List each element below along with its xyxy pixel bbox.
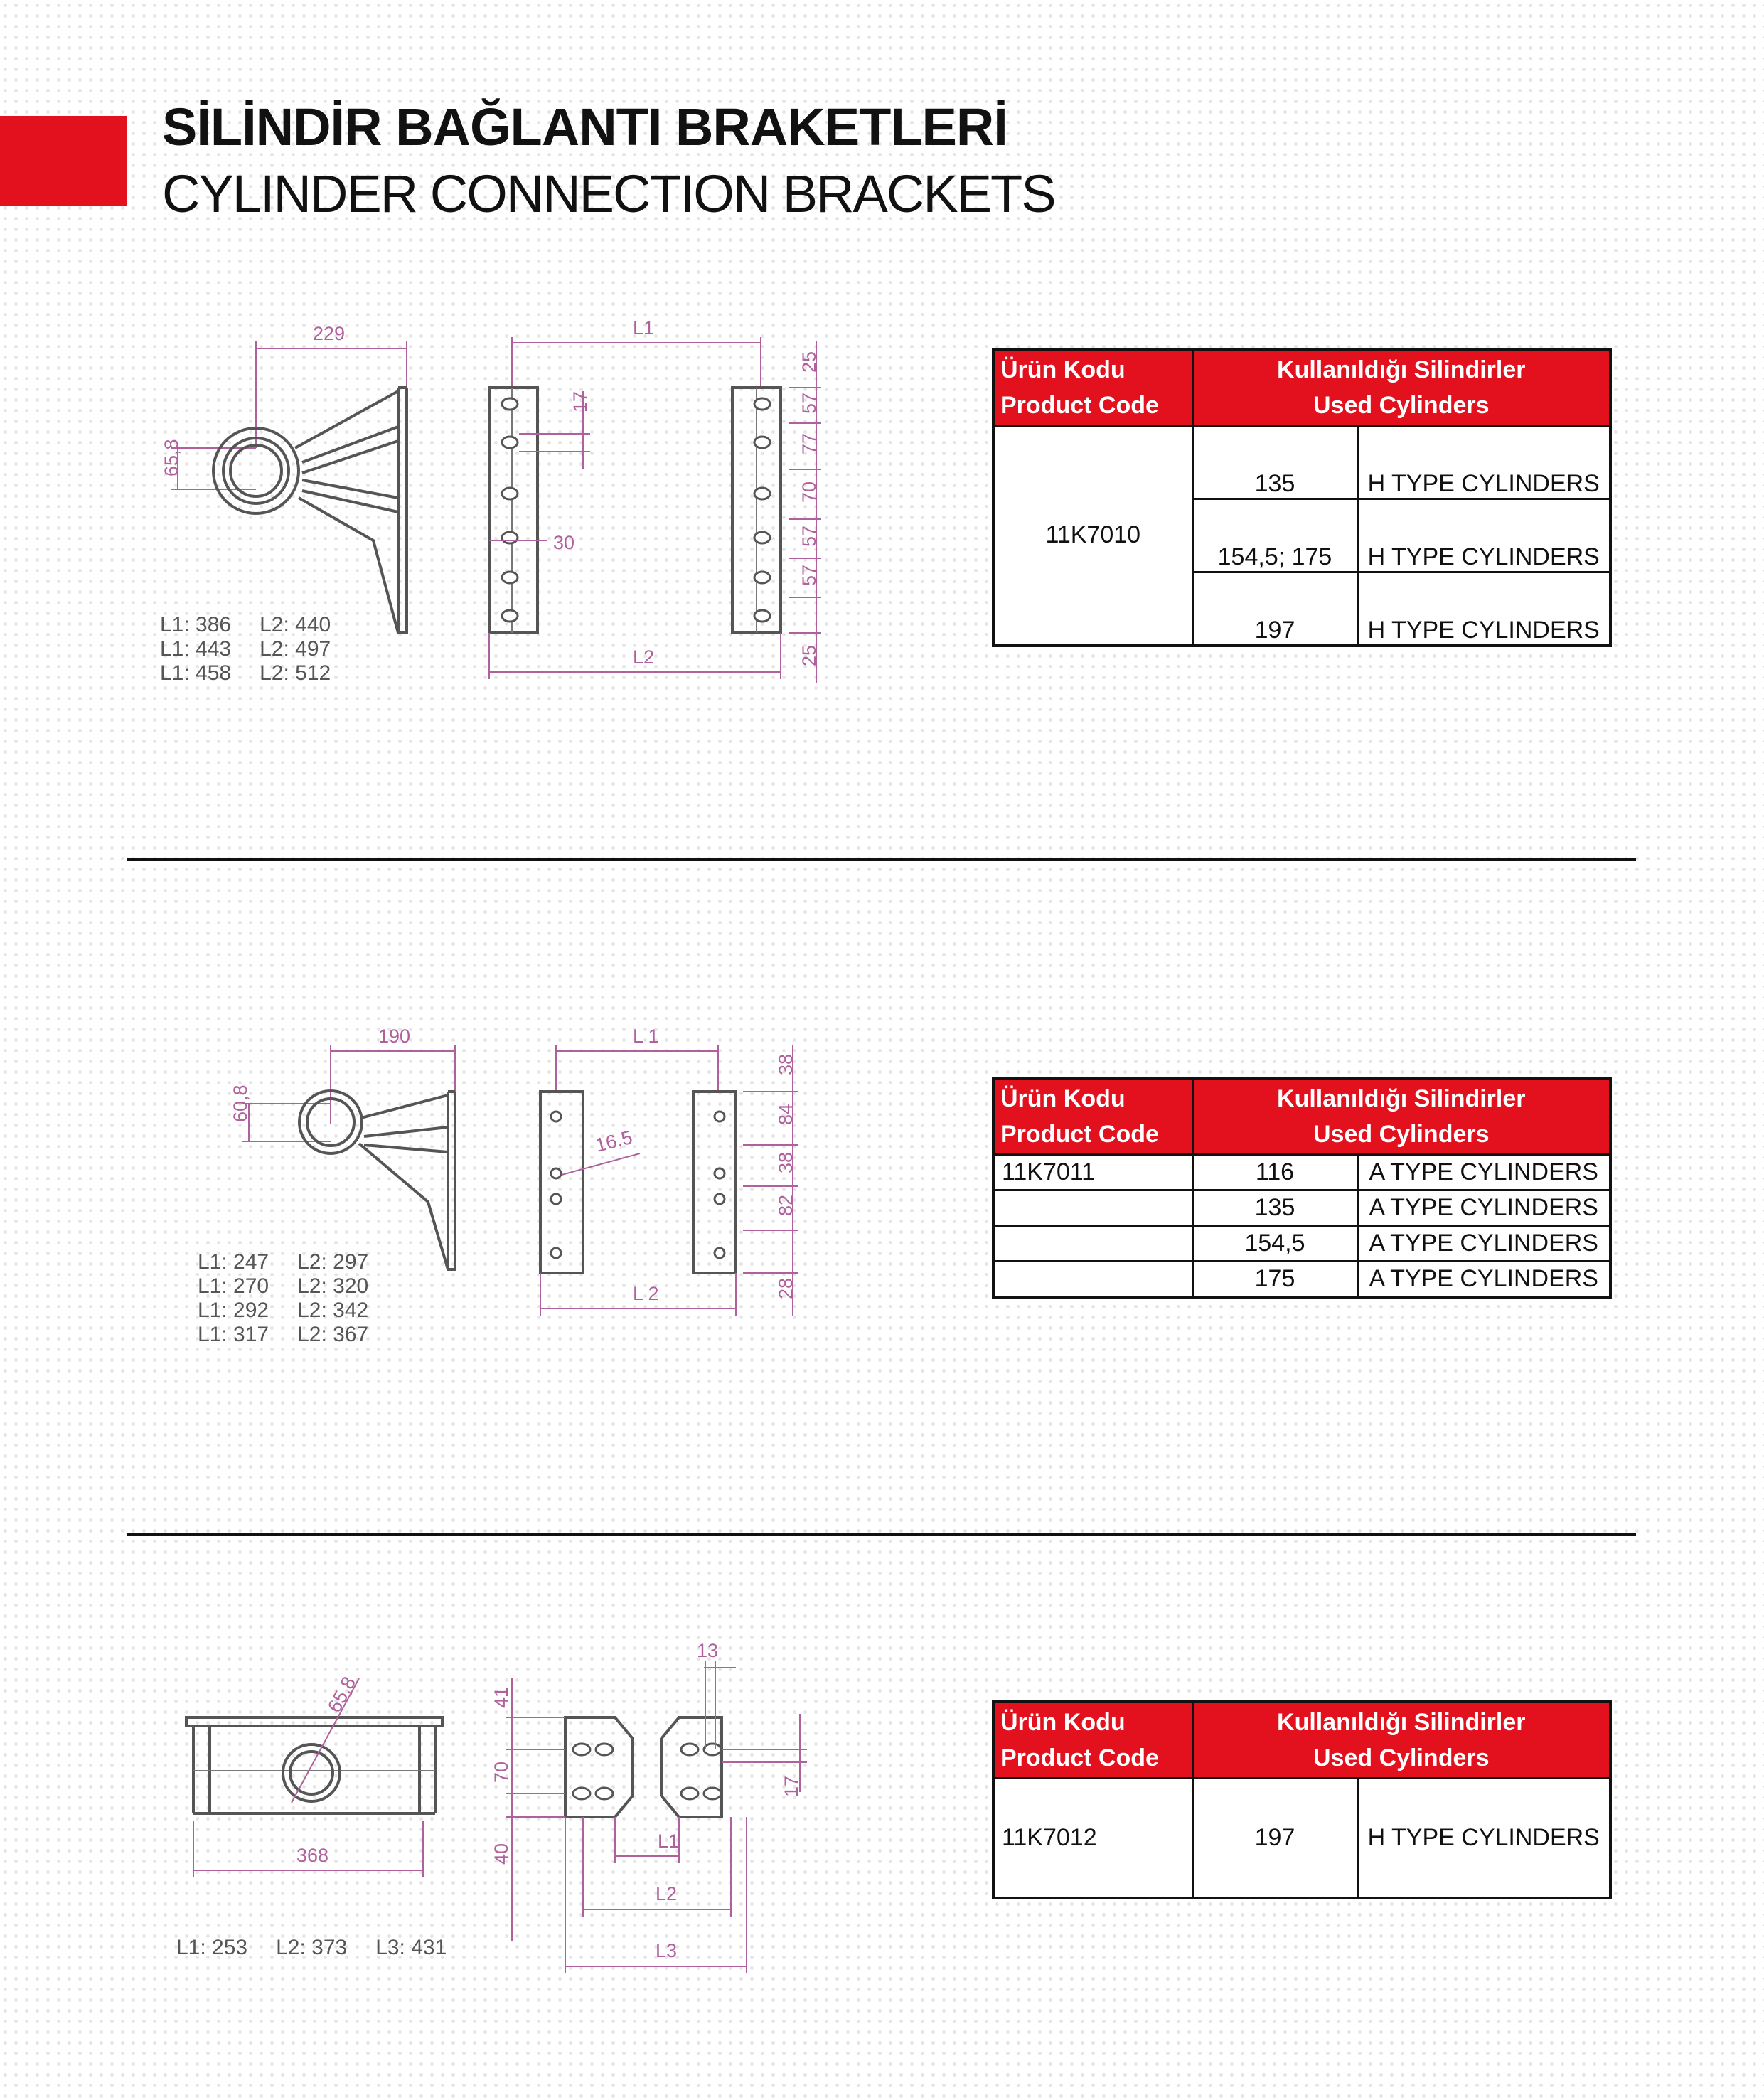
dim-slot-1: 30 — [553, 532, 575, 553]
dim-l2-1: L2 — [633, 646, 655, 668]
dim-r6-1: 57 — [798, 564, 820, 586]
dim-width-3: 368 — [296, 1845, 329, 1866]
dim-width-1: 229 — [313, 323, 346, 344]
dim-width-2: 190 — [378, 1025, 411, 1047]
product-code: 11K7010 — [993, 426, 1192, 646]
dim-l1-3: L1 — [658, 1830, 680, 1852]
dim-r4-1: 70 — [798, 481, 820, 503]
dim-v2-3: 70 — [491, 1761, 512, 1783]
page-title-tr: SİLİNDİR BAĞLANTI BRAKETLERİ — [162, 97, 1007, 156]
header-used-cylinders: Kullanıldığı Silindirler Used Cylinders — [1192, 349, 1610, 426]
table-row: 11K7011 116 A TYPE CYLINDERS — [993, 1155, 1610, 1190]
header-product-code: Ürün Kodu Product Code — [993, 1078, 1192, 1155]
spec-table-2 — [992, 1077, 1612, 1299]
dim-r1-2: 38 — [775, 1053, 796, 1075]
header-used-cylinders: Kullanıldığı Silindirler Used Cylinders — [1192, 1702, 1610, 1779]
dim-dia-1: 65,8 — [161, 439, 182, 476]
dim-dia-3: 65,8 — [324, 1673, 360, 1717]
table-row: 197 H TYPE CYLINDERS — [993, 572, 1610, 646]
holes-3 — [573, 1744, 721, 1799]
dim-v3-3: 40 — [491, 1843, 512, 1865]
header-product-code: Ürün Kodu Product Code — [993, 349, 1192, 426]
holes-2 — [551, 1112, 725, 1258]
table-row: 11K7010 135 H TYPE CYLINDERS — [993, 426, 1610, 499]
dim-l3-3: L3 — [656, 1940, 678, 1961]
header-used-cylinders: Kullanıldığı Silindirler Used Cylinders — [1192, 1078, 1610, 1155]
dim-r5-1: 57 — [798, 525, 820, 547]
spec-table-1 — [992, 348, 1612, 647]
dim-r5-2: 28 — [775, 1277, 796, 1299]
table-row: 154,5 A TYPE CYLINDERS — [993, 1226, 1610, 1262]
dim-hole-1: 17 — [570, 390, 591, 412]
dim-r1-1: 25 — [798, 351, 820, 373]
dim-r3-2: 38 — [775, 1151, 796, 1173]
dim-top-3: 13 — [697, 1640, 719, 1661]
dim-l2-2: L 2 — [633, 1283, 659, 1304]
length-values-2: L1: 247 L2: 297 L1: 270 L2: 320 L1: 292 L2: 342 L1: 317 L2: 367 — [198, 1250, 369, 1346]
section-divider-1 — [127, 858, 1636, 861]
length-values-1: L1: 386 L2: 440 L1: 443 L2: 497 L1: 458 L2: 512 — [160, 613, 331, 685]
table-row: 11K7012 197 H TYPE CYLINDERS — [993, 1779, 1610, 1898]
dim-v1-3: 41 — [491, 1686, 512, 1708]
dim-r2-2: 84 — [775, 1103, 796, 1125]
product-code: 11K7012 — [993, 1779, 1192, 1898]
dim-dia-2: 60,8 — [230, 1084, 251, 1122]
section-divider-2 — [127, 1533, 1636, 1536]
dim-v4-3: 17 — [781, 1775, 802, 1797]
holes-left-1 — [502, 398, 518, 622]
dim-r4-2: 82 — [775, 1194, 796, 1216]
table-row: 154,5; 175 H TYPE CYLINDERS — [993, 499, 1610, 572]
dim-hole-2: 16,5 — [593, 1126, 635, 1156]
table-row: 135 A TYPE CYLINDERS — [993, 1190, 1610, 1226]
bracket-drawing-3 — [178, 1636, 818, 1977]
header-product-code: Ürün Kodu Product Code — [993, 1702, 1192, 1779]
table-row: 175 A TYPE CYLINDERS — [993, 1262, 1610, 1297]
dim-r3-1: 77 — [798, 432, 820, 454]
dim-r2-1: 57 — [798, 392, 820, 414]
dim-r7-1: 25 — [798, 644, 820, 666]
spec-table-3 — [992, 1700, 1612, 1899]
length-values-3: L1: 253 L2: 373 L3: 431 — [176, 1936, 447, 1959]
red-accent-block — [0, 116, 127, 206]
page-title-en: CYLINDER CONNECTION BRACKETS — [162, 164, 1055, 223]
dim-l1-2: L 1 — [633, 1025, 659, 1047]
dim-l1-1: L1 — [633, 317, 655, 339]
dim-l2-3: L2 — [656, 1883, 678, 1904]
